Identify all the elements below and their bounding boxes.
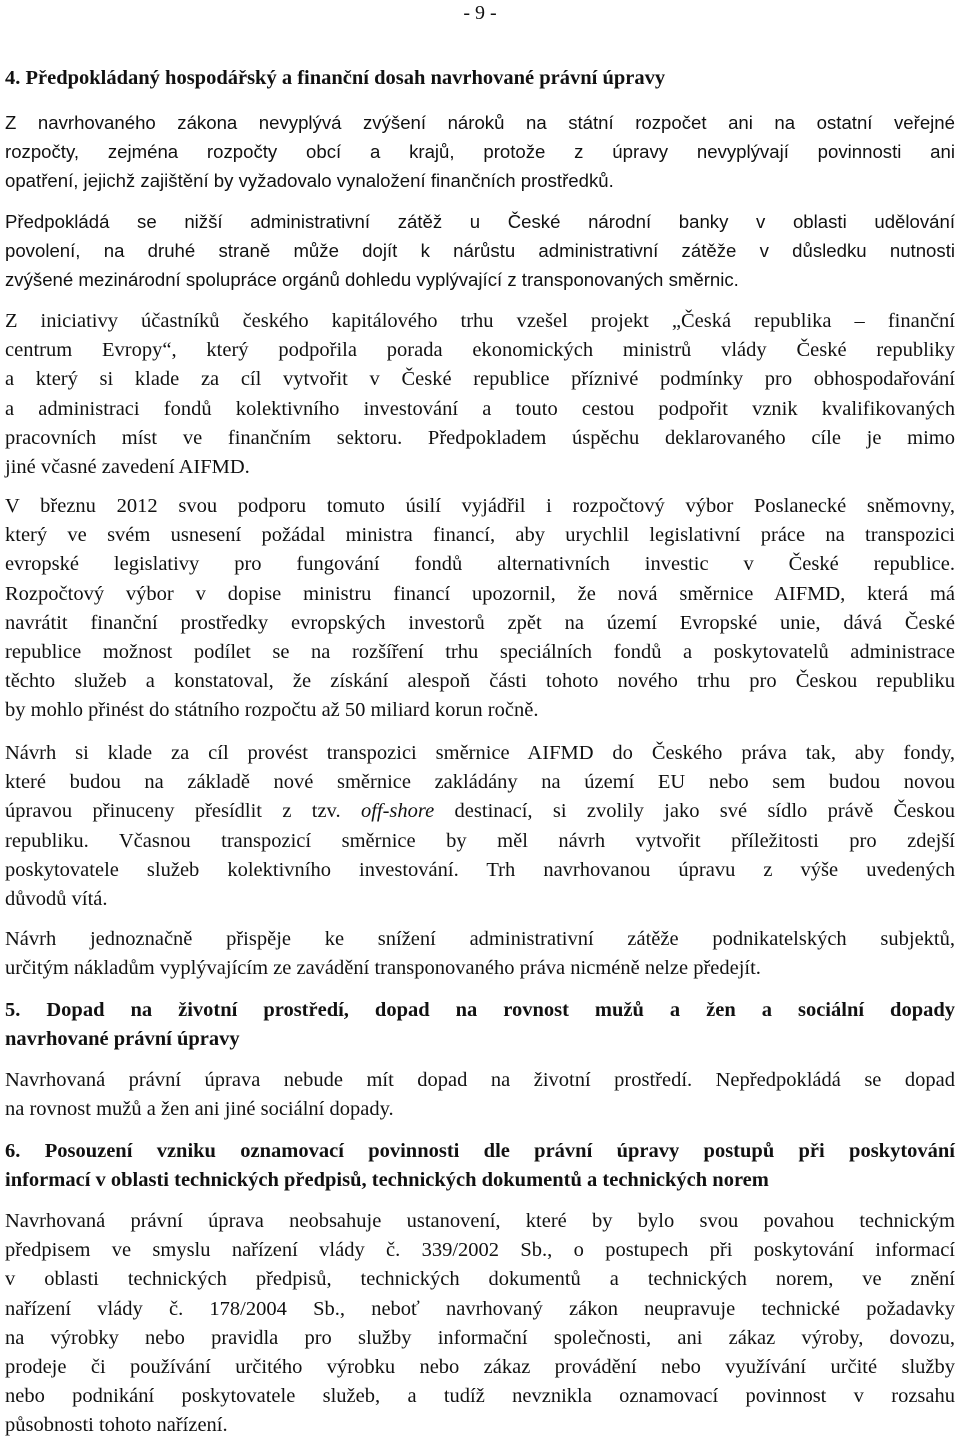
text-line: a administraci fondů kolektivního investování a touto cestou podpořit vznik kvalifikovaných xyxy=(5,397,955,420)
text-line: Návrh si klade za cíl provést transpozici směrnice AIFMD do Českého práva tak, aby fondy, xyxy=(5,742,955,764)
text-line: na rovnost mužů a žen ani jiné sociální dopady. xyxy=(5,1098,394,1121)
text-line: který ve svém usnesení požádal ministra financí, aby urychlil legislativní práce na transpozici xyxy=(5,524,955,547)
text-line: povolení, na druhé straně může dojít k nárůstu administrativní zátěže v důsledku nutnosti xyxy=(5,240,955,262)
section-4-heading: 4. Předpokládaný hospodářský a finanční dosah navrhované právní úpravy xyxy=(5,67,666,89)
text-line: nebo podnikání poskytovatele služeb, a tudíž nevznikla oznamovací povinnost v rozsahu xyxy=(5,1385,955,1408)
text-line: prodeje či používání určitého výrobku nebo zákaz provádění nebo využívání určité služby xyxy=(5,1356,955,1379)
text-line: opatření, jejichž zajištění by vyžadovalo vynaložení finančních prostředků. xyxy=(5,170,614,192)
text-line: jiné včasné zavedení AIFMD. xyxy=(5,456,250,479)
text-line: poskytovatele služeb kolektivního investování. Trh navrhovanou úpravu z výše uvedených xyxy=(5,858,955,881)
section-6-paragraph-1 xyxy=(5,1207,955,1440)
text-line: pracovních míst ve finančním sektoru. Předpokladem úspěchu deklarovaného cíle je mimo xyxy=(5,426,955,449)
text-line: navrátit finanční prostředky evropských investorů zpět na území Evropské unie, dává České xyxy=(5,611,955,634)
section-4-paragraph-5 xyxy=(5,739,955,914)
text-line: republice možnost podílet se na rozšíření trhu speciálních fondů a poskytovatelů administrace xyxy=(5,641,955,664)
text-line: těchto služeb a konstatoval, že získání alespoň části tohoto nového trhu pro Českou republiku xyxy=(5,670,955,693)
text-line: Navrhovaná právní úprava nebude mít dopad na životní prostředí. Nepředpokládá se dopad xyxy=(5,1069,955,1091)
text-line: předpisem ve smyslu nařízení vlády č. 339/2002 Sb., o postupech při poskytování informací xyxy=(5,1239,955,1262)
text-line: Z iniciativy účastníků českého kapitálového trhu vzešel projekt „Česká republika – finanční xyxy=(5,310,955,332)
text-line: republiku. Včasnou transpozicí směrnice by měl návrh vytvořit příležitosti pro zdejší xyxy=(5,829,955,852)
text-line: na výrobky nebo pravidla pro služby informační společnosti, ani zákaz výroby, dovozu, xyxy=(5,1326,955,1349)
text-run: destinací, si zvolily jako své sídlo právě Českou xyxy=(434,800,956,823)
text-line: určitým nákladům vyplývajícím ze zavádění transponovaného práva nicméně nelze předejít. xyxy=(5,957,761,980)
heading-line: navrhované právní úpravy xyxy=(5,1028,240,1050)
text-line: v oblasti technických předpisů, technických dokumentů a technických norem, ve znění xyxy=(5,1268,955,1291)
heading-line: 6. Posouzení vzniku oznamovací povinnosti dle právní úpravy postupů při poskytování xyxy=(5,1140,955,1162)
text-line: by mohlo přinést do státního rozpočtu až 50 miliard korun ročně. xyxy=(5,699,539,722)
text-line: rozpočty, zejména rozpočty obcí a krajů, protože z úpravy nevyplývají povinnosti ani xyxy=(5,141,955,163)
text-line: V březnu 2012 svou podporu tomuto úsilí vyjádřil i rozpočtový výbor Poslanecké sněmovny, xyxy=(5,495,955,517)
text-line: působnosti tohoto nařízení. xyxy=(5,1414,228,1437)
italic-term: off-shore xyxy=(360,800,435,823)
text-line: Návrh jednoznačně přispěje ke snížení administrativní zátěže podnikatelských subjektů, xyxy=(5,928,955,950)
heading-line: informací v oblasti technických předpisů, technických dokumentů a technických norem xyxy=(5,1169,769,1191)
text-line: důvodů vítá. xyxy=(5,888,108,911)
page-number: - 9 - xyxy=(463,2,497,24)
text-line: a který si klade za cíl vytvořit v České republice příznivé podmínky pro obhospodařování xyxy=(5,368,955,391)
heading-line: 5. Dopad na životní prostředí, dopad na rovnost mužů a žen a sociální dopady xyxy=(5,999,955,1021)
section-4-paragraph-3 xyxy=(5,307,955,482)
text-line: Navrhovaná právní úprava neobsahuje ustanovení, které by bylo svou povahou technickým xyxy=(5,1210,955,1232)
text-line: zvýšené mezinárodní spolupráce orgánů dohledu vyplývající z transponovaných směrnic. xyxy=(5,269,739,291)
section-4-paragraph-1 xyxy=(5,108,955,196)
text-line: Z navrhovaného zákona nevyplývá zvýšení nároků na státní rozpočet ani na ostatní veřejné xyxy=(5,112,955,133)
section-4-paragraph-2 xyxy=(5,207,955,295)
text-line: Rozpočtový výbor v dopise ministru financí upozornil, že nová směrnice AIFMD, která má xyxy=(5,582,955,605)
text-line xyxy=(5,797,955,826)
section-5-heading xyxy=(5,996,955,1054)
section-5-paragraph-1 xyxy=(5,1066,955,1124)
text-line: Předpokládá se nižší administrativní zátěž u České národní banky v oblasti udělování xyxy=(5,211,955,232)
text-line: které budou na základě nové směrnice zakládány na území EU nebo sem budou novou xyxy=(5,771,955,794)
text-run: úpravou přinuceny přesídlit z tzv. xyxy=(5,800,361,823)
text-line: centrum Evropy“, který podpořila porada ekonomických ministrů vlády České republiky xyxy=(5,339,955,362)
text-line: nařízení vlády č. 178/2004 Sb., neboť navrhovaný zákon neupravuje technické požadavky xyxy=(5,1297,955,1320)
section-4-paragraph-6 xyxy=(5,925,955,983)
text-line: evropské legislativy pro fungování fondů alternativních investic v České republice. xyxy=(5,553,955,576)
section-4-paragraph-4 xyxy=(5,492,955,726)
section-6-heading xyxy=(5,1137,955,1195)
